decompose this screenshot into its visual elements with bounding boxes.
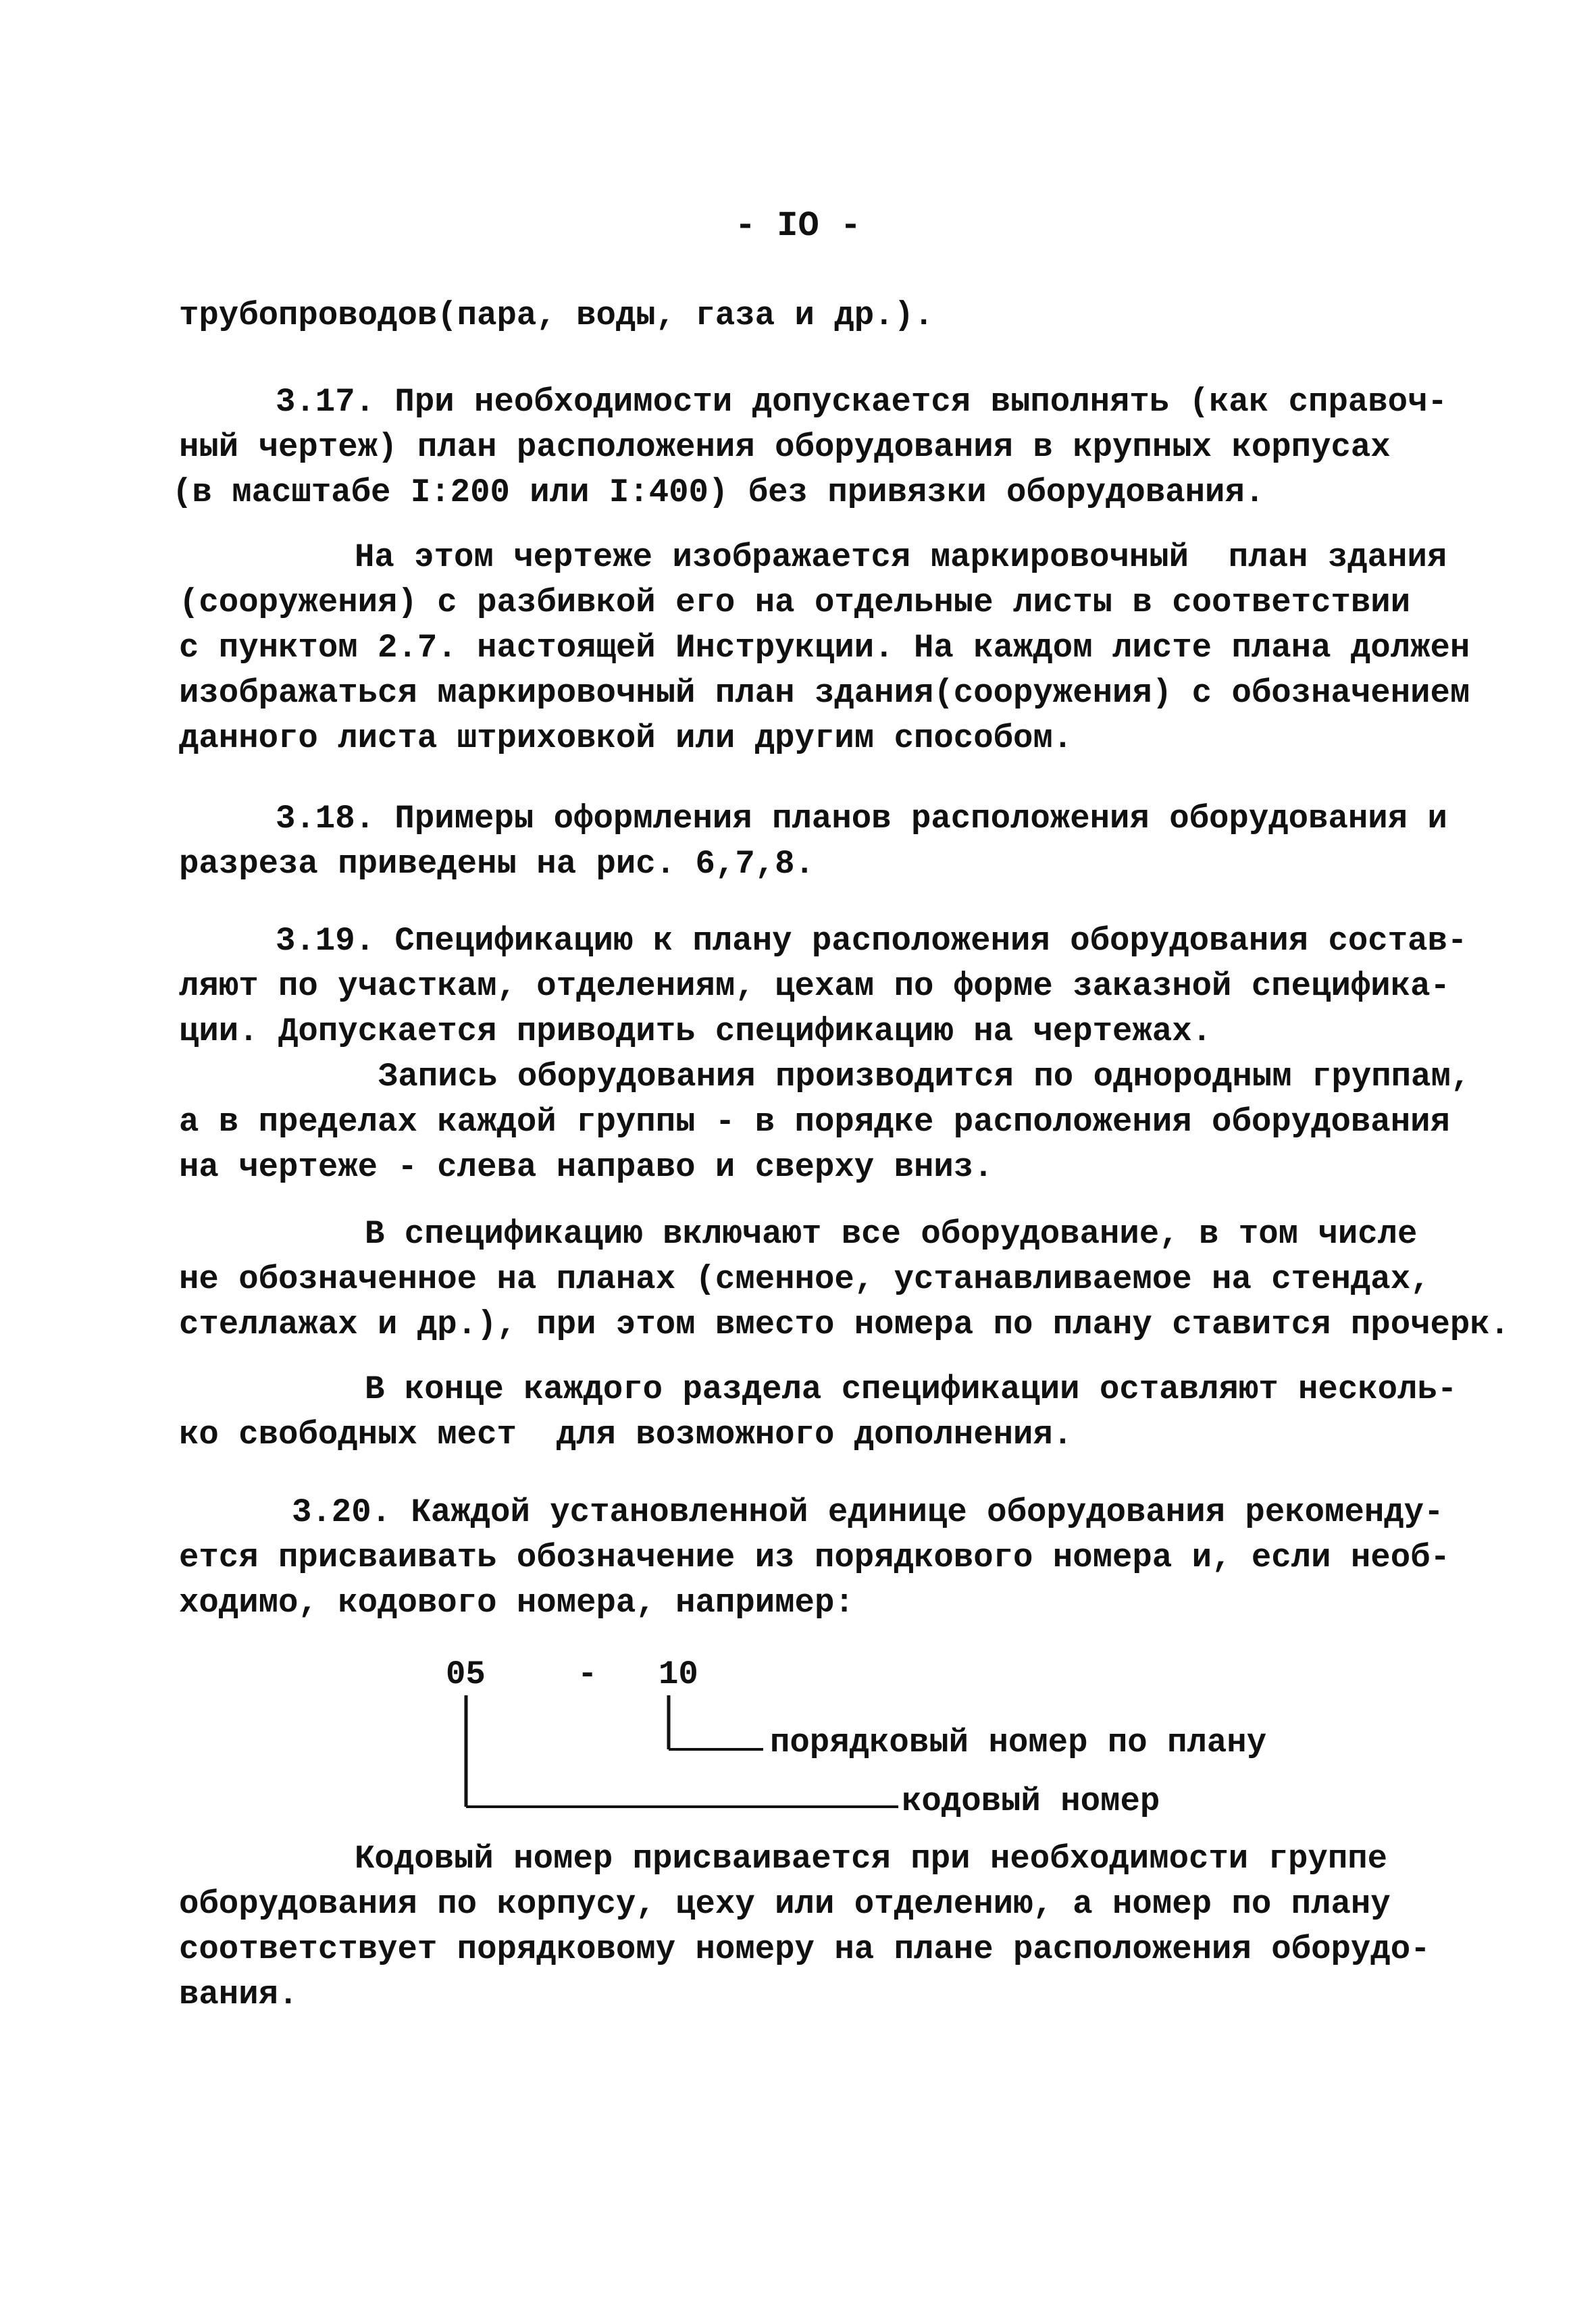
text-line: данного листа штриховкой или другим способом. <box>179 719 1073 757</box>
text-line: В спецификацию включают все оборудование, в том числе <box>365 1215 1418 1253</box>
text-line: стеллажах и др.), при этом вместо номера по плану ставится прочерк. <box>179 1306 1510 1343</box>
text-line: Запись оборудования производится по однородным группам, <box>378 1058 1471 1096</box>
page-number: - IO - <box>734 206 862 246</box>
text-line: В конце каждого раздела спецификации оставляют несколь- <box>365 1370 1458 1408</box>
text-line: на чертеже - слева направо и сверху вниз. <box>179 1148 994 1186</box>
text-line: 3.19. Спецификацию к плану расположения оборудования состав- <box>276 922 1468 960</box>
text-line: 3.20. Каждой установленной единице оборудования рекоменду- <box>292 1493 1444 1531</box>
text-line: а в пределах каждой группы - в порядке расположения оборудования <box>179 1103 1450 1141</box>
text-line: не обозначенное на планах (сменное, устанавливаемое на стендах, <box>179 1260 1431 1298</box>
text-line: ный чертеж) план расположения оборудования в крупных корпусах <box>179 428 1391 466</box>
text-line: На этом чертеже изображается маркировочный план здания <box>355 538 1447 576</box>
example-label-number: порядковый номер по плану <box>770 1724 1267 1762</box>
text-line: трубопроводов(пара, воды, газа и др.). <box>179 297 934 334</box>
text-line: ко свободных мест для возможного дополнения. <box>179 1416 1073 1454</box>
text-line: ции. Допускается приводить спецификацию на чертежах. <box>179 1012 1212 1050</box>
example-dash: - <box>577 1655 598 1693</box>
text-line: оборудования по корпусу, цеху или отделению, а номер по плану <box>179 1885 1391 1923</box>
text-line: Кодовый номер присваивается при необходимости группе <box>355 1840 1388 1878</box>
example-number: 10 <box>659 1655 698 1693</box>
text-line: (в масштабе I:200 или I:400) без привязки оборудования. <box>172 473 1265 511</box>
text-line: 3.17. При необходимости допускается выполнять (как справоч- <box>276 383 1447 421</box>
example-code: 05 <box>446 1655 486 1693</box>
example-label-code: кодовый номер <box>902 1782 1160 1820</box>
text-line: ется присваивать обозначение из порядкового номера и, если необ- <box>179 1539 1450 1576</box>
text-line: соответствует порядковому номеру на плане расположения оборудо- <box>179 1930 1431 1968</box>
text-line: ляют по участкам, отделениям, цехам по форме заказной специфика- <box>179 967 1450 1005</box>
text-line: разреза приведены на рис. 6,7,8. <box>179 845 815 883</box>
text-line: (сооружения) с разбивкой его на отдельные листы в соответствии <box>179 584 1411 621</box>
text-line: 3.18. Примеры оформления планов расположения оборудования и <box>276 800 1447 838</box>
text-line: ходимо, кодового номера, например: <box>179 1584 854 1622</box>
text-line: изображаться маркировочный план здания(сооружения) с обозначением <box>179 674 1470 712</box>
text-line: вания. <box>179 1976 299 2013</box>
text-line: с пунктом 2.7. настоящей Инструкции. На каждом листе плана должен <box>179 629 1470 667</box>
